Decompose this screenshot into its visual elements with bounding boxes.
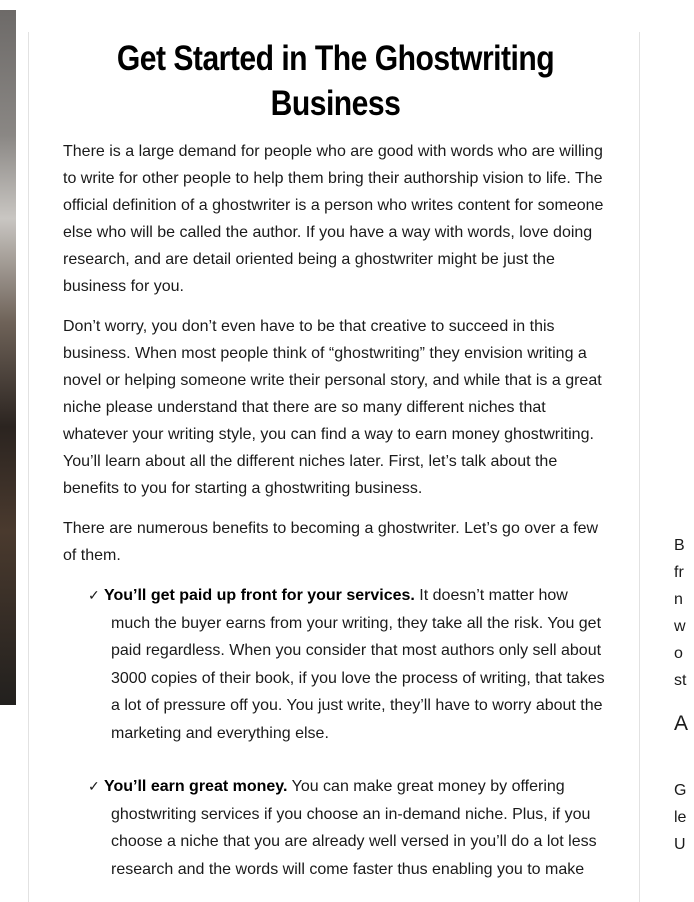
list-item-great-money bbox=[88, 773, 613, 883]
bullet-text: It doesn’t matter how bbox=[414, 587, 568, 604]
next-page-heading: A bbox=[674, 712, 689, 735]
list-item-paid-up-front bbox=[88, 582, 613, 747]
bullet-continuation: ghostwriting services if you choose an in-demand niche. Plus, if you choose a niche that you are already well versed in you’ll do a lot less research and the words will come faster thus enabling you to make bbox=[111, 805, 597, 878]
bullet-lead: You’ll earn great money. bbox=[104, 778, 288, 795]
paragraph-intro: There is a large demand for people who are good with words who are willing to write for other people to help them bring their authorship vision to life. The official definition of a ghostwriter is a person who writes content for someone else who will be called the author. If you have a way with words, love doing research, and are detail oriented being a ghostwriter might be just the business for you. bbox=[63, 143, 604, 295]
bullet-text: You can make great money by offering bbox=[287, 778, 565, 795]
bullet-continuation: much the buyer earns from your writing, they take all the risk. You get paid regardless. When you consider that most authors only sell about 3000 copies of their book, if you love the process of writing, that takes a lot of pressure off you. You just write, they’ll have to worry about the marketing and everything else. bbox=[111, 614, 605, 742]
paragraph-dont-worry: Don’t worry, you don’t even have to be that creative to succeed in this business. When most people think of “ghostwriting” they envision writing a novel or helping someone write their personal story, and while that is a great niche please understand that there are so many different niches that whatever your writing style, you can find a way to earn money ghostwriting. You’ll learn about all the different niches later. First, let’s talk about the benefits to you for starting a ghostwriting business. bbox=[63, 318, 602, 497]
next-page-text-bottom: G le U bbox=[674, 782, 687, 853]
cover-photo-edge bbox=[0, 10, 16, 705]
paragraph-benefits-intro: There are numerous benefits to becoming a ghostwriter. Let’s go over a few of them. bbox=[63, 520, 599, 564]
bullet-lead: You’ll get paid up front for your services. bbox=[104, 587, 415, 604]
article-title: Get Started in The Ghostwriting Business bbox=[116, 39, 555, 123]
checkmark-icon: ✓ bbox=[88, 587, 100, 603]
checkmark-icon: ✓ bbox=[88, 778, 100, 794]
next-page-text-top: B fr n w o st bbox=[674, 537, 687, 689]
